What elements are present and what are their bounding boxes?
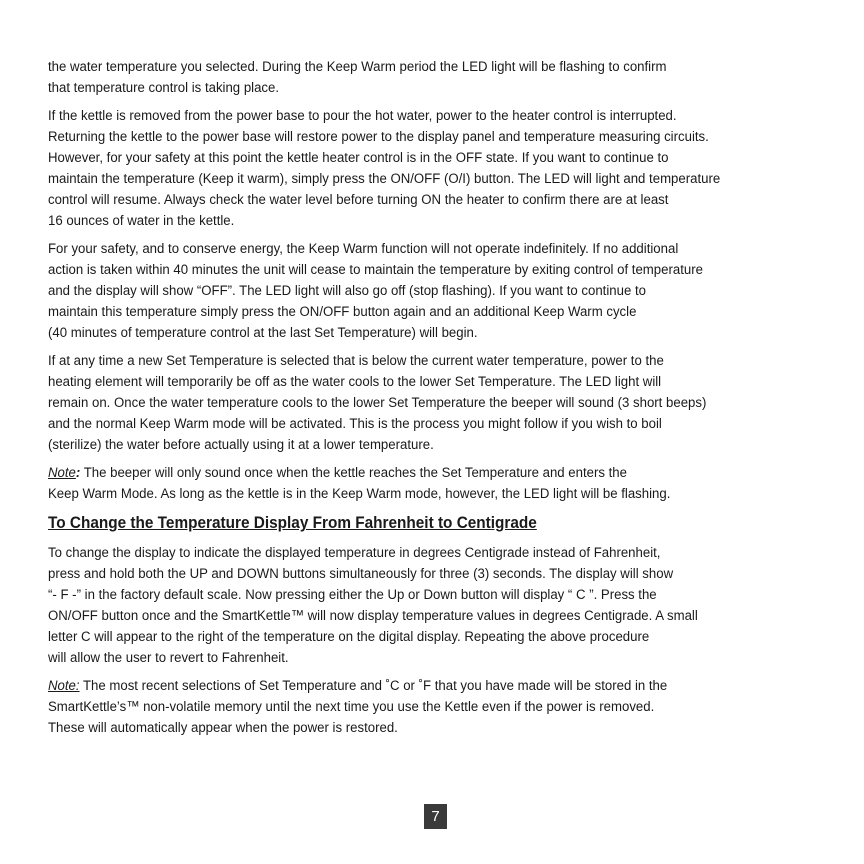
text-line: will allow the user to revert to Fahrenheit.	[48, 650, 289, 666]
text-line: For your safety, and to conserve energy, the Keep Warm function will not operate indefinitely. If no additional	[48, 241, 679, 257]
paragraph-keep-warm-intro	[48, 57, 839, 99]
text-line: (sterilize) the water before actually using it at a lower temperature.	[48, 437, 434, 453]
paragraph-lower-set-temperature	[48, 351, 839, 456]
text-line: Keep Warm Mode. As long as the kettle is in the Keep Warm mode, however, the LED light will be flashing.	[48, 486, 671, 502]
text-line: action is taken within 40 minutes the unit will cease to maintain the temperature by exiting control of temperature	[48, 262, 703, 278]
text-line: and the normal Keep Warm mode will be activated. This is the process you might follow if you wish to boil	[48, 416, 662, 432]
text-line: maintain this temperature simply press the ON/OFF button again and an additional Keep Warm cycle	[48, 304, 637, 320]
note-text: The most recent selections of Set Temperature and ˚C or ˚F that you have made will be stored in the	[79, 678, 668, 694]
text-line	[48, 463, 839, 484]
text-line: (40 minutes of temperature control at the last Set Temperature) will begin.	[48, 325, 478, 341]
text-line: press and hold both the UP and DOWN buttons simultaneously for three (3) seconds. The display will show	[48, 566, 674, 582]
text-line: control will resume. Always check the water level before turning ON the heater to confirm there are at least	[48, 192, 669, 208]
note-label: Note	[48, 465, 76, 481]
text-line: ON/OFF button once and the SmartKettle™ will now display temperature values in degrees Centigrade. A small	[48, 608, 698, 624]
text-line: remain on. Once the water temperature cools to the lower Set Temperature the beeper will sound (3 short beeps)	[48, 395, 707, 411]
page-number: 7	[424, 804, 447, 829]
text-line: However, for your safety at this point the kettle heater control is in the OFF state. If you want to continue to	[48, 150, 669, 166]
note-beeper	[48, 463, 839, 505]
text-line	[48, 676, 839, 697]
section-heading: To Change the Temperature Display From Fahrenheit to Centigrade	[48, 514, 537, 532]
text-line: the water temperature you selected. During the Keep Warm period the LED light will be flashing to confirm	[48, 59, 667, 75]
text-line: 16 ounces of water in the kettle.	[48, 213, 235, 229]
text-line: and the display will show “OFF”. The LED light will also go off (stop flashing). If you want to continue to	[48, 283, 646, 299]
note-text: The beeper will only sound once when the kettle reaches the Set Temperature and enters the	[80, 465, 627, 481]
paragraph-change-display	[48, 543, 839, 669]
note-memory	[48, 676, 839, 739]
text-line: These will automatically appear when the power is restored.	[48, 720, 398, 736]
paragraph-kettle-removed	[48, 106, 839, 232]
text-line: Returning the kettle to the power base will restore power to the display panel and temperature measuring circuits.	[48, 129, 709, 145]
text-line: heating element will temporarily be off as the water cools to the lower Set Temperature. The LED light will	[48, 374, 662, 390]
text-line: that temperature control is taking place.	[48, 80, 280, 96]
text-line: letter C will appear to the right of the temperature on the digital display. Repeating the above procedure	[48, 629, 650, 645]
note-colon: :	[75, 465, 81, 481]
text-line: “- F -” in the factory default scale. Now pressing either the Up or Down button will display “ C ”. Press the	[48, 587, 657, 603]
text-line: If the kettle is removed from the power base to pour the hot water, power to the heater control is interrupted.	[48, 108, 677, 124]
note-label: Note:	[48, 678, 80, 694]
page-content	[48, 57, 838, 746]
text-line: SmartKettle’s™ non-volatile memory until the next time you use the Kettle even if the power is removed.	[48, 699, 655, 715]
paragraph-safety-energy	[48, 239, 839, 344]
text-line: To change the display to indicate the displayed temperature in degrees Centigrade instead of Fahrenheit,	[48, 545, 661, 561]
text-line: maintain the temperature (Keep it warm), simply press the ON/OFF (O/I) button. The LED will light and temperature	[48, 171, 721, 187]
text-line: If at any time a new Set Temperature is selected that is below the current water temperature, power to the	[48, 353, 664, 369]
